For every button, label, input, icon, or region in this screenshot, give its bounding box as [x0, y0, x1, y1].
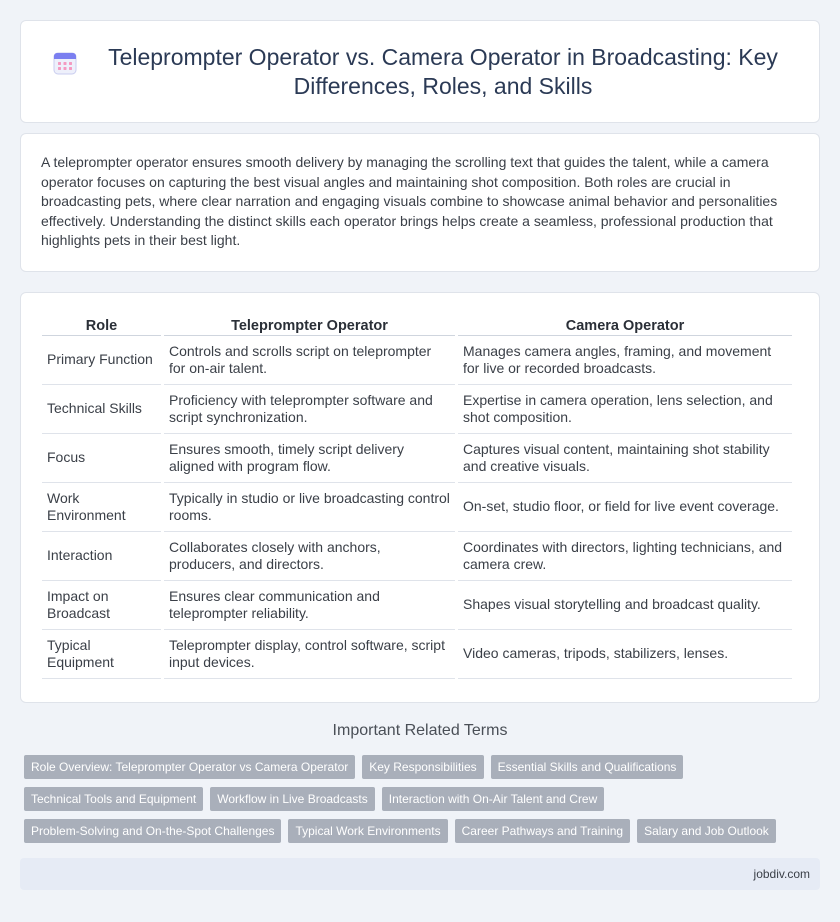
- tag-row: [24, 819, 824, 843]
- cell-camera: Captures visual content, maintaining shot stability and creative visuals.: [458, 434, 792, 483]
- cell-teleprompter: Teleprompter display, control software, script input devices.: [164, 630, 455, 679]
- tag-link[interactable]: Problem-Solving and On-the-Spot Challenges: [24, 819, 281, 843]
- cell-role: Technical Skills: [42, 385, 161, 434]
- intro-paragraph: A teleprompter operator ensures smooth delivery by managing the scrolling text that guides the talent, while a camera operator focuses on capturing the best visual angles and maintaining shot composition. Both roles are crucial in broadcasting pets, where clear narration and engaging visuals combine to showcase animal behavior and personalities effectively. Understanding the distinct skills each operator brings helps create a seamless, professional production that highlights pets in their best light.: [41, 154, 778, 248]
- tag-link[interactable]: Key Responsibilities: [362, 755, 483, 779]
- cell-camera: Manages camera angles, framing, and movement for live or recorded broadcasts.: [458, 336, 792, 385]
- table-row: [42, 483, 792, 532]
- cell-role: Work Environment: [42, 483, 161, 532]
- tag-link[interactable]: Career Pathways and Training: [455, 819, 630, 843]
- header-camera: Camera Operator: [458, 314, 792, 336]
- cell-role: Focus: [42, 434, 161, 483]
- calendar-icon: [52, 50, 78, 76]
- cell-teleprompter: Collaborates closely with anchors, producers, and directors.: [164, 532, 455, 581]
- table-row: [42, 532, 792, 581]
- cell-role: Typical Equipment: [42, 630, 161, 679]
- table-row: [42, 385, 792, 434]
- table-header-row: [42, 314, 792, 336]
- cell-camera: Video cameras, tripods, stabilizers, lenses.: [458, 630, 792, 679]
- cell-role: Impact on Broadcast: [42, 581, 161, 630]
- comparison-card: [20, 292, 820, 703]
- tag-link[interactable]: Workflow in Live Broadcasts: [210, 787, 375, 811]
- cell-camera: On-set, studio floor, or field for live event coverage.: [458, 483, 792, 532]
- tag-link[interactable]: Technical Tools and Equipment: [24, 787, 203, 811]
- cell-role: Interaction: [42, 532, 161, 581]
- page-title: Teleprompter Operator vs. Camera Operator in Broadcasting: Key Differences, Roles, and Skills: [108, 43, 778, 99]
- cell-teleprompter: Proficiency with teleprompter software and script synchronization.: [164, 385, 455, 434]
- cell-camera: Expertise in camera operation, lens selection, and shot composition.: [458, 385, 792, 434]
- cell-role: Primary Function: [42, 336, 161, 385]
- table-row: [42, 434, 792, 483]
- table-row: [42, 336, 792, 385]
- table-row: [42, 630, 792, 679]
- cell-teleprompter: Ensures smooth, timely script delivery aligned with program flow.: [164, 434, 455, 483]
- header-teleprompter: Teleprompter Operator: [164, 314, 455, 336]
- footer: [20, 858, 820, 890]
- cell-teleprompter: Controls and scrolls script on teleprompter for on-air talent.: [164, 336, 455, 385]
- title-wrap: [32, 43, 808, 101]
- comparison-table: [39, 314, 795, 679]
- cell-teleprompter: Ensures clear communication and teleprompter reliability.: [164, 581, 455, 630]
- table-row: [42, 581, 792, 630]
- header-role: Role: [42, 314, 161, 336]
- cell-camera: Shapes visual storytelling and broadcast quality.: [458, 581, 792, 630]
- intro-card: [20, 133, 820, 272]
- tag-link[interactable]: Essential Skills and Qualifications: [491, 755, 684, 779]
- cell-camera: Coordinates with directors, lighting technicians, and camera crew.: [458, 532, 792, 581]
- tag-link[interactable]: Interaction with On-Air Talent and Crew: [382, 787, 605, 811]
- related-terms-title: Important Related Terms: [332, 722, 508, 739]
- cell-teleprompter: Typically in studio or live broadcasting control rooms.: [164, 483, 455, 532]
- tag-link[interactable]: Salary and Job Outlook: [637, 819, 776, 843]
- related-terms-tags: [24, 755, 824, 851]
- footer-site-link[interactable]: jobdiv.com: [753, 867, 810, 881]
- tag-link[interactable]: Role Overview: Teleprompter Operator vs Camera Operator: [24, 755, 355, 779]
- title-card: [20, 20, 820, 123]
- tag-row: [24, 787, 824, 811]
- tag-link[interactable]: Typical Work Environments: [288, 819, 447, 843]
- tag-row: [24, 755, 824, 779]
